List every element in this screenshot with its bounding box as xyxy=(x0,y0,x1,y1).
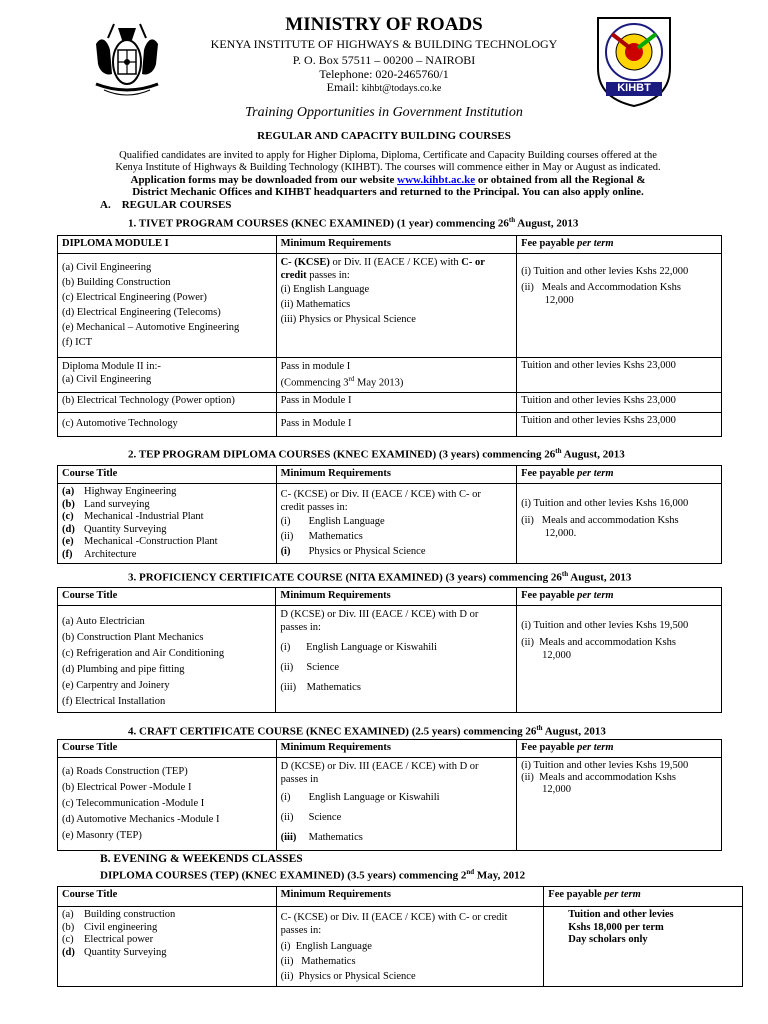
s1-fee-per-term: per term xyxy=(577,238,614,249)
list-item xyxy=(62,549,272,562)
s1-col-fee xyxy=(517,236,722,254)
sb-req-intro-1: C- (KCSE) or Div. II (EACE / KCE) with C- or credit xyxy=(280,912,508,923)
list-item xyxy=(281,514,513,529)
s3-tail: August, 2013 xyxy=(568,571,632,584)
list-item: (d) Plumbing and pipe fitting xyxy=(62,664,185,675)
s2-col-req: Minimum Requirements xyxy=(276,466,517,484)
sb-col-fee xyxy=(544,887,743,907)
intro-line-2: Kenya Institute of Highways & Building Technology (KIHBT). The courses will commence either in May or August as indicated. xyxy=(115,162,661,173)
list-item: (d) Electrical Engineering (Telecoms) xyxy=(62,307,221,318)
course-name: Quantity Surveying xyxy=(84,946,167,958)
req-text: Physics or Physical Science xyxy=(308,546,426,557)
req-text: Mathematics xyxy=(308,832,363,843)
course-letter: (c) xyxy=(62,511,74,522)
s1-fee-label: Fee payable xyxy=(521,238,578,249)
list-item: (a) Roads Construction (TEP) xyxy=(62,766,188,777)
list-item: (f) Electrical Installation xyxy=(62,696,166,707)
institute-name: KENYA INSTITUTE OF HIGHWAYS & BUILDING TECHNOLOGY xyxy=(210,37,558,51)
req-credit: C- or credit xyxy=(280,257,485,281)
section-b-sup: nd xyxy=(466,868,475,876)
list-item: (e) Masonry (TEP) xyxy=(62,830,142,841)
s1-header-row xyxy=(58,236,722,254)
course-name: Architecture xyxy=(84,548,137,560)
s2-heading xyxy=(128,447,625,461)
s1-heading xyxy=(128,216,578,230)
list-item: (ii) Physics or Physical Science xyxy=(280,971,416,982)
s4-heading xyxy=(128,724,606,738)
s3-fee-per-term: per term xyxy=(577,590,614,601)
s2-fee-per-term: per term xyxy=(577,468,614,479)
table-row xyxy=(58,254,722,358)
list-item: (ii) Meals and accommodation Kshs xyxy=(521,637,676,648)
list-item: (c) Refrigeration and Air Conditioning xyxy=(62,648,225,659)
list-item xyxy=(62,486,272,499)
course-letter: (a) xyxy=(62,486,75,497)
course-name: Electrical power xyxy=(84,934,154,945)
s2-table xyxy=(57,465,722,564)
s2-col-course: Course Title xyxy=(58,466,277,484)
list-item: (i) English Language xyxy=(280,284,370,295)
s3-table xyxy=(57,587,722,713)
r3-course: (b) Electrical Technology (Power option) xyxy=(58,392,277,412)
list-item: (i) Tuition and other levies Kshs 19,500 xyxy=(521,620,689,631)
req-div: or Div. II (EACE / KCE) with xyxy=(329,257,462,268)
s4-req-intro-1: D (KCSE) or Div. III (EACE / KCE) with D or xyxy=(280,761,479,772)
table-row xyxy=(58,606,722,713)
list-item: Tuition and other levies xyxy=(568,909,674,920)
list-item xyxy=(281,828,512,848)
s4-col-req: Minimum Requirements xyxy=(276,740,516,758)
list-item: (d) Automotive Mechanics -Module I xyxy=(62,814,220,825)
sb-req-intro-2: passes in: xyxy=(280,925,322,936)
course-letter: (e) xyxy=(62,536,74,547)
s1-table xyxy=(57,235,722,437)
list-item xyxy=(62,947,272,960)
intro-line-3a: Application forms may be downloaded from our website xyxy=(130,174,398,186)
list-item: (i) Tuition and other levies Kshs 19,500 xyxy=(521,760,689,771)
list-item: (ii) Meals and Accommodation Kshs xyxy=(521,282,681,293)
s2-req-intro-1: C- (KCSE) or Div. II (EACE / KCE) with C- or xyxy=(280,489,481,500)
course-name: Mechanical -Construction Plant xyxy=(84,536,218,547)
s2-header-row xyxy=(58,466,722,484)
s1-tail: August, 2013 xyxy=(515,217,579,230)
list-item: 12,000 xyxy=(521,295,574,306)
course-letter: (f) xyxy=(62,548,73,560)
r2-course-a: Diploma Module II in:- xyxy=(62,361,161,372)
req-num: (iii) xyxy=(280,832,297,843)
s1-col-course: DIPLOMA MODULE I xyxy=(58,236,277,254)
course-name: Mechanical -Industrial Plant xyxy=(84,511,204,522)
course-name: Highway Engineering xyxy=(84,486,177,497)
list-item xyxy=(62,934,272,947)
s4-header-row xyxy=(58,740,722,758)
s4-req-intro-2: passes in xyxy=(280,774,319,785)
req-num: (ii) xyxy=(280,812,294,823)
r3-fee: Tuition and other levies Kshs 23,000 xyxy=(517,392,722,412)
section-b-tail: May, 2012 xyxy=(474,869,526,882)
list-item: (ii) Meals and accommodation Kshs xyxy=(521,515,679,526)
table-row xyxy=(58,412,722,436)
list-item: (i) English Language or Kiswahili xyxy=(280,642,438,653)
req-num: (i) xyxy=(280,792,291,803)
s2-req-intro-2: credit passes in: xyxy=(280,502,348,513)
course-name: Civil engineering xyxy=(84,921,158,933)
telephone: Telephone: 020-2465760/1 xyxy=(319,67,449,81)
s3-heading-text: 3. PROFICIENCY CERTIFICATE COURSE (NITA EXAMINED) (3 years) commencing 26 xyxy=(128,571,562,584)
list-item: (a) Civil Engineering xyxy=(62,262,152,273)
r2-fee: Tuition and other levies Kshs 23,000 xyxy=(517,358,722,393)
list-item xyxy=(62,922,272,935)
s4-fee-label: Fee payable xyxy=(521,742,578,753)
s3-col-fee xyxy=(517,588,722,606)
section-b-sub-text: DIPLOMA COURSES (TEP) (KNEC EXAMINED) (3.5 years) commencing 2 xyxy=(100,869,467,882)
list-item: (i) English Language xyxy=(280,941,372,952)
list-item: (e) Carpentry and Joinery xyxy=(62,680,170,691)
courses-title: REGULAR AND CAPACITY BUILDING COURSES xyxy=(257,130,511,142)
email-address: kihbt@todays.co.ke xyxy=(361,83,442,94)
req-text: English Language or Kiswahili xyxy=(308,792,440,803)
list-item: (e) Mechanical – Automotive Engineering xyxy=(62,322,240,333)
course-name: Quantity Surveying xyxy=(84,523,167,535)
list-item xyxy=(62,499,272,512)
list-item: (c) Electrical Engineering (Power) xyxy=(62,292,207,303)
s3-req-intro-1: D (KCSE) or Div. III (EACE / KCE) with D or xyxy=(280,609,479,620)
kihbt-logo-text: KIHBT xyxy=(617,82,651,94)
r4-course: (c) Automotive Technology xyxy=(58,412,277,436)
s4-heading-text: 4. CRAFT CERTIFICATE COURSE (KNEC EXAMINED) (2.5 years) commencing 26 xyxy=(128,725,537,738)
email-label: Email: xyxy=(326,80,359,94)
sb-col-course: Course Title xyxy=(58,887,277,907)
list-item xyxy=(62,536,272,549)
s3-heading xyxy=(128,570,631,584)
list-item: (b) Building Construction xyxy=(62,277,171,288)
s3-req-intro-2: passes in: xyxy=(280,622,321,633)
s4-table xyxy=(57,739,722,851)
table-row xyxy=(58,907,743,987)
s1-heading-text: 1. TIVET PROGRAM COURSES (KNEC EXAMINED) (1 year) commencing 26 xyxy=(128,217,509,230)
section-b-heading: B. EVENING & WEEKENDS CLASSES xyxy=(100,853,303,865)
list-item: (iii) Mathematics xyxy=(280,682,361,693)
r3-req: Pass in Module I xyxy=(276,392,517,412)
list-item: (i) Tuition and other levies Kshs 22,000 xyxy=(521,266,689,277)
table-row xyxy=(58,358,722,393)
r2-req-sup: rd xyxy=(348,375,355,383)
table-row xyxy=(58,484,722,564)
list-item: 12,000 xyxy=(521,650,572,661)
list-item: (ii) Mathematics xyxy=(280,299,351,310)
list-item xyxy=(62,909,272,922)
table-row xyxy=(58,392,722,412)
list-item: (ii) Science xyxy=(280,662,340,673)
course-name: Building construction xyxy=(84,909,176,920)
s2-fee-label: Fee payable xyxy=(521,468,578,479)
s3-col-course: Course Title xyxy=(58,588,276,606)
req-num: (i) xyxy=(280,546,291,557)
list-item: 12,000. xyxy=(521,528,577,539)
table-row xyxy=(58,758,722,851)
website-link[interactable]: www.kihbt.ac.ke xyxy=(397,174,476,186)
list-item xyxy=(62,524,272,537)
list-item: (a) Auto Electrician xyxy=(62,616,145,627)
s2-tail: August, 2013 xyxy=(561,448,625,461)
list-item: (ii) Meals and accommodation Kshs xyxy=(521,772,676,783)
req-kcse: C- (KCSE) xyxy=(280,257,330,268)
list-item: Day scholars only xyxy=(568,934,648,945)
training-title: Training Opportunities in Government Institution xyxy=(245,105,523,120)
list-item xyxy=(62,511,272,524)
r4-req: Pass in Module I xyxy=(276,412,517,436)
list-item xyxy=(281,544,513,559)
req-text: Science xyxy=(308,812,342,823)
s3-sup: th xyxy=(561,570,569,578)
s2-heading-text: 2. TEP PROGRAM DIPLOMA COURSES (KNEC EXAMINED) (3 years) commencing 26 xyxy=(128,448,556,461)
s1-col-req: Minimum Requirements xyxy=(276,236,517,254)
sb-fee-per-term: per term xyxy=(604,889,641,900)
list-item: 12,000 xyxy=(521,784,571,795)
r2-course-b: (a) Civil Engineering xyxy=(62,374,152,385)
r2-req-b: (Commencing 3 xyxy=(280,377,349,389)
section-a-label: REGULAR COURSES xyxy=(121,199,232,211)
intro-line-3b: or obtained from all the Regional & xyxy=(475,174,646,186)
course-letter: (b) xyxy=(62,498,75,510)
s2-sup: th xyxy=(555,447,562,455)
list-item: (c) Telecommunication -Module I xyxy=(62,798,205,809)
list-item xyxy=(281,808,512,828)
course-letter: (b) xyxy=(62,921,75,933)
email-line xyxy=(0,80,768,95)
course-letter: (a) xyxy=(62,909,74,920)
s3-fee-label: Fee payable xyxy=(521,590,578,601)
intro-line-1: Qualified candidates are invited to apply for Higher Diploma, Diploma, Certificate and Capacity Building courses offered at the xyxy=(119,150,657,161)
req-num: (i) xyxy=(280,516,291,527)
section-b-sub xyxy=(100,868,525,882)
section-a-letter: A. xyxy=(100,199,111,211)
req-num: (ii) xyxy=(280,531,294,542)
s2-col-fee xyxy=(517,466,722,484)
s4-tail: August, 2013 xyxy=(542,725,606,738)
s3-header-row xyxy=(58,588,722,606)
r4-fee: Tuition and other levies Kshs 23,000 xyxy=(517,412,722,436)
sb-fee-label: Fee payable xyxy=(548,889,605,900)
course-name: Land surveying xyxy=(84,498,150,510)
course-letter: (d) xyxy=(62,946,75,958)
intro-paragraph xyxy=(88,150,688,198)
list-item: (b) Construction Plant Mechanics xyxy=(62,632,204,643)
list-item: (i) Tuition and other levies Kshs 16,000 xyxy=(521,498,689,509)
s4-col-course: Course Title xyxy=(58,740,277,758)
intro-line-4: District Mechanic Offices and KIHBT headquarters and returned to the Principal. You can also apply online. xyxy=(132,186,644,198)
list-item xyxy=(281,529,513,544)
ministry-title: MINISTRY OF ROADS xyxy=(285,14,483,35)
req-text: English Language xyxy=(308,516,385,527)
s4-sup: th xyxy=(536,724,543,732)
section-a-heading xyxy=(100,199,231,211)
list-item xyxy=(281,788,512,808)
course-letter: (c) xyxy=(62,934,74,945)
s1-sup: th xyxy=(508,216,516,224)
req-text: Mathematics xyxy=(308,531,363,542)
course-letter: (d) xyxy=(62,523,75,535)
r2-req-a: Pass in module I xyxy=(280,361,351,372)
s4-fee-per-term: per term xyxy=(577,742,614,753)
list-item: (b) Electrical Power -Module I xyxy=(62,782,192,793)
sb-header-row xyxy=(58,887,743,907)
req-passes: passes in: xyxy=(306,270,350,281)
list-item: (ii) Mathematics xyxy=(280,956,356,967)
r2-req-c: May 2013) xyxy=(354,377,404,389)
postal-address: P. O. Box 57511 – 00200 – NAIROBI xyxy=(292,53,476,67)
list-item: (iii) Physics or Physical Science xyxy=(280,314,416,325)
list-item: (f) ICT xyxy=(62,337,93,348)
list-item: Kshs 18,000 per term xyxy=(568,921,664,933)
sb-table xyxy=(57,886,743,987)
s3-col-req: Minimum Requirements xyxy=(276,588,517,606)
sb-col-req: Minimum Requirements xyxy=(276,887,544,907)
s4-col-fee xyxy=(517,740,722,758)
